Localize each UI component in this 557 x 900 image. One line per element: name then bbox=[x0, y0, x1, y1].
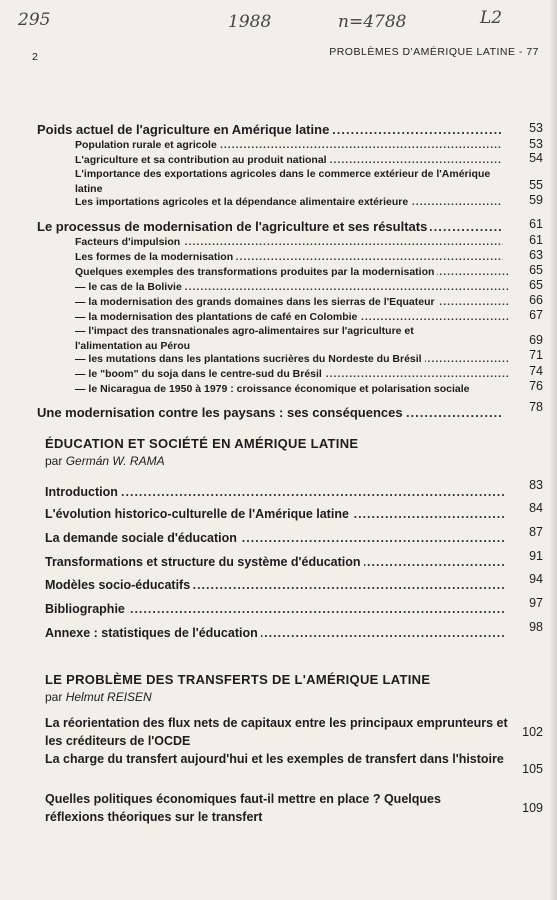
toc-page: 74 bbox=[529, 364, 543, 378]
toc-page: 55 bbox=[529, 178, 543, 192]
toc-entry: Transformations et structure du système d'éducation ..... bbox=[45, 555, 505, 569]
toc-entry-sub: L'agriculture et sa contribution au produit national ..... bbox=[75, 154, 501, 166]
toc-page: 61 bbox=[529, 233, 543, 247]
toc-entry-sub: — le "boom" du soja dans le centre-sud du Brésil ..... bbox=[75, 368, 510, 380]
toc-page: 78 bbox=[529, 400, 543, 414]
toc-entry-sub: Facteurs d'impulsion ..... bbox=[75, 236, 503, 248]
page-edge-shadow bbox=[549, 0, 557, 900]
toc-entry: La charge du transfert aujourd'hui et les exemples de transfert dans l'histoire bbox=[45, 750, 515, 790]
toc-entry: Introduction ..... bbox=[45, 485, 505, 499]
toc-entry-sub: — la modernisation des plantations de café en Colombie ..... bbox=[75, 311, 510, 323]
toc-page: 53 bbox=[529, 121, 543, 135]
toc-page: 98 bbox=[529, 620, 543, 634]
toc-entry: L'évolution historico-culturelle de l'Amérique latine ..... bbox=[45, 507, 505, 521]
toc-entry-sub: — les mutations dans les plantations sucrières du Nordeste du Brésil ..... bbox=[75, 353, 510, 365]
toc-entry-main: Une modernisation contre les paysans : ses conséquences ..... bbox=[37, 405, 503, 420]
toc-page: 63 bbox=[529, 248, 543, 262]
toc-page: 102 bbox=[522, 725, 543, 739]
handwritten-code: L2 bbox=[480, 8, 503, 28]
toc-page: 76 bbox=[529, 379, 543, 393]
toc-entry-sub: — le cas de la Bolivie ..... bbox=[75, 281, 510, 293]
toc-entry-sub: Les formes de la modernisation ..... bbox=[75, 251, 503, 263]
toc-entry-sub: — l'impact des transnationales agro-alimentaires sur l'agriculture et l'alimentation au Pérou bbox=[75, 325, 414, 352]
toc-page: 105 bbox=[522, 762, 543, 776]
toc-entry: La demande sociale d'éducation ..... bbox=[45, 531, 505, 545]
toc-page: 69 bbox=[529, 333, 543, 347]
toc-page: 59 bbox=[529, 193, 543, 207]
handwritten-year: 1988 bbox=[228, 12, 272, 32]
toc-page: 66 bbox=[529, 293, 543, 307]
toc-entry-sub: — le Nicaragua de 1950 à 1979 : croissance économique et polarisation sociale bbox=[75, 383, 515, 395]
running-title: PROBLÈMES D'AMÉRIQUE LATINE - 77 bbox=[329, 46, 539, 58]
section-heading: ÉDUCATION ET SOCIÉTÉ EN AMÉRIQUE LATINE bbox=[45, 436, 359, 451]
section-heading: LE PROBLÈME DES TRANSFERTS DE L'AMÉRIQUE LATINE bbox=[45, 672, 431, 687]
toc-entry-sub: Quelques exemples des transformations produites par la modernisation ..... bbox=[75, 266, 510, 278]
page-number-left: 2 bbox=[32, 51, 39, 63]
toc-entry: Modèles socio-éducatifs ..... bbox=[45, 578, 505, 592]
toc-entry-main: Poids actuel de l'agriculture en Amérique latine ..... bbox=[37, 122, 501, 137]
handwritten-reference: n=4788 bbox=[338, 12, 407, 32]
toc-entry: La réorientation des flux nets de capitaux entre les principaux emprunteurs et les créditeurs de l'OCDE bbox=[45, 716, 508, 748]
toc-page: 109 bbox=[522, 801, 543, 815]
toc-page: 53 bbox=[529, 137, 543, 151]
toc-page: 94 bbox=[529, 572, 543, 586]
toc-entry-main: Le processus de modernisation de l'agriculture et ses résultats ..... bbox=[37, 219, 503, 234]
toc-entry: Annexe : statistiques de l'éducation ..... bbox=[45, 626, 505, 640]
toc-entry-sub: Population rurale et agricole ..... bbox=[75, 139, 501, 151]
toc-page: 91 bbox=[529, 549, 543, 563]
section-author: par Helmut REISEN bbox=[45, 690, 152, 704]
toc-entry-sub: — la modernisation des grands domaines dans les sierras de l'Equateur ..... bbox=[75, 296, 510, 308]
toc-page: 83 bbox=[529, 478, 543, 492]
toc-entry: Bibliographie ..... bbox=[45, 602, 505, 616]
toc-page: 61 bbox=[529, 217, 543, 231]
handwritten-number: 295 bbox=[18, 10, 51, 30]
toc-entry-sub: Les importations agricoles et la dépendance alimentaire extérieure ..... bbox=[75, 196, 501, 208]
toc-page: 84 bbox=[529, 501, 543, 515]
toc-entry-sub: L'importance des exportations agricoles dans le commerce extérieur de l'Amérique latine bbox=[75, 168, 491, 195]
toc-entry: Quelles politiques économiques faut-il mettre en place ? Quelques réflexions théoriques sur le transfert bbox=[45, 792, 441, 824]
toc-page: 97 bbox=[529, 596, 543, 610]
toc-page: 87 bbox=[529, 525, 543, 539]
toc-page: 71 bbox=[529, 348, 543, 362]
section-author: par Germán W. RAMA bbox=[45, 454, 165, 468]
toc-page: 54 bbox=[529, 151, 543, 165]
toc-page: 65 bbox=[529, 278, 543, 292]
toc-page: 65 bbox=[529, 263, 543, 277]
toc-page: 67 bbox=[529, 308, 543, 322]
